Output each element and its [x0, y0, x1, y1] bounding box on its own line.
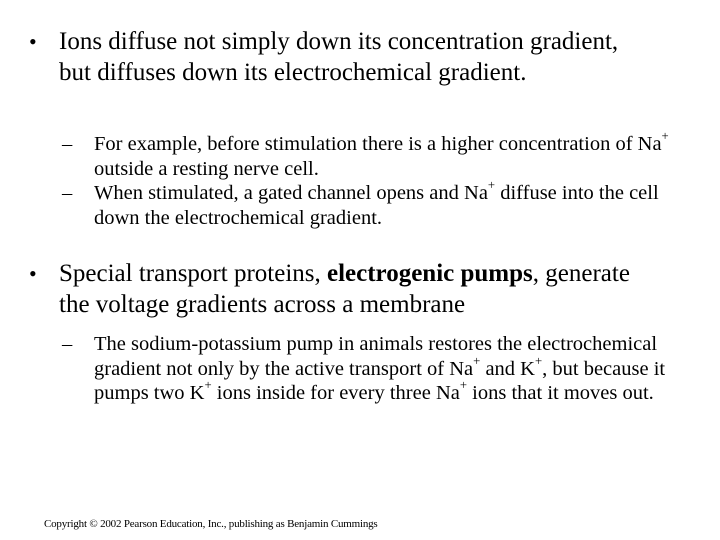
sub-bullet-1a [62, 129, 702, 181]
sub-bullet-1b-text: When stimulated, a gated channel opens and Na+ diffuse into the cell down the electrochemical gradient. [94, 178, 659, 229]
sub-bullet-2a-text: The sodium-potassium pump in animals restores the electrochemical gradient not only by the active transport of Na+ and K+, but because it pumps two K+ ions inside for every three Na+ ions that it moves out. [94, 333, 666, 404]
bullet-1 [29, 26, 649, 88]
bullet-1-text: Ions diffuse not simply down its concentration gradient, but diffuses down its electrochemical gradient. [59, 28, 619, 86]
bullet-2-subitems [62, 332, 672, 406]
sub-bullet-1a-text: For example, before stimulation there is a higher concentration of Na+ outside a resting nerve cell. [94, 129, 669, 180]
bullet-2 [29, 258, 649, 320]
copyright-footer: Copyright © 2002 Pearson Education, Inc., publishing as Benjamin Cummings [44, 518, 378, 530]
dash-marker: – [62, 182, 73, 204]
bullet-2-text: Special transport proteins, electrogenic pumps, generate the voltage gradients across a membrane [59, 260, 630, 318]
bullet-1-item [29, 26, 649, 88]
dash-marker: – [62, 133, 73, 155]
sub-bullet-2a [62, 332, 672, 406]
dash-marker: – [62, 333, 73, 355]
bullet-marker: • [29, 29, 37, 54]
bullet-2-item [29, 258, 649, 320]
bold-term: electrogenic pumps [327, 260, 533, 287]
bullet-1-subitems [62, 129, 702, 230]
sub-bullet-1b [62, 178, 702, 230]
bullet-marker: • [29, 261, 37, 286]
